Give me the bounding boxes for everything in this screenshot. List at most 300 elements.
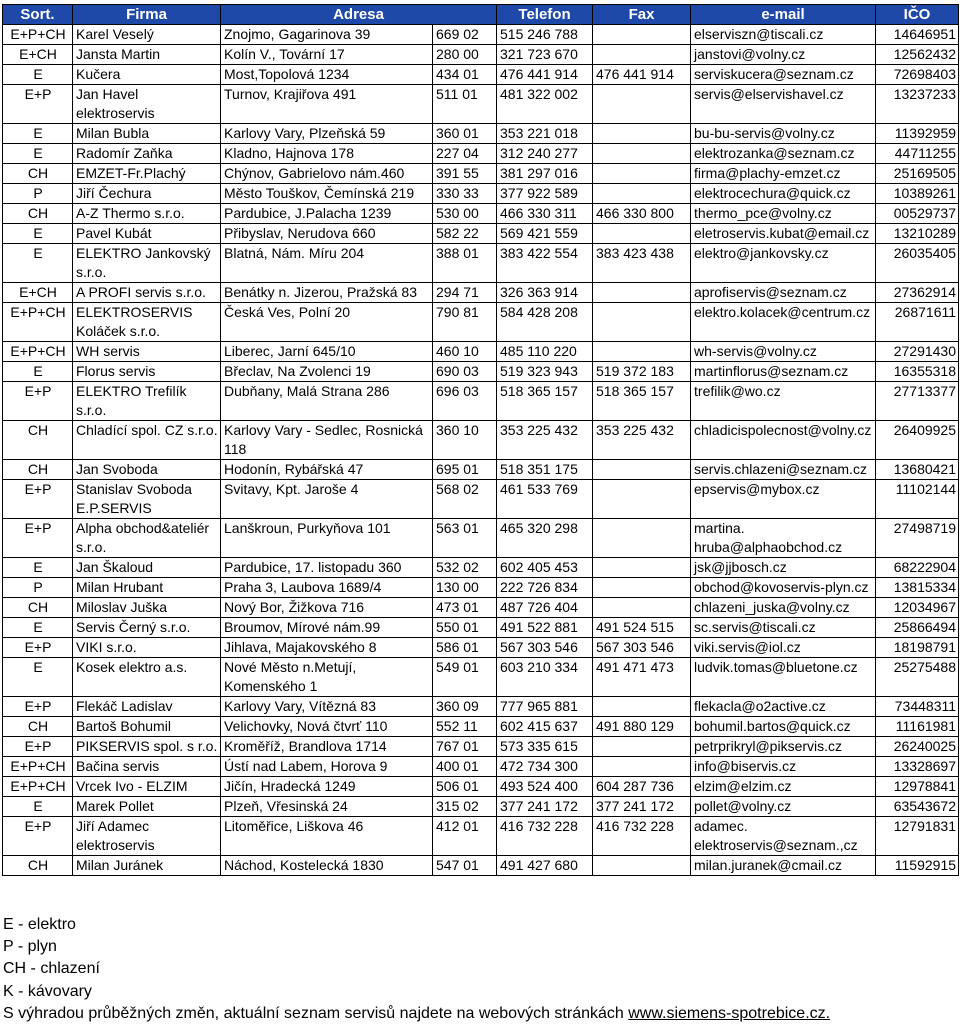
- table-row: [3, 460, 959, 480]
- row-fax-cell: [593, 25, 691, 45]
- row-fax-cell: [593, 144, 691, 164]
- row-psc-cell: 412 01: [433, 817, 497, 856]
- row-ico-cell: 12562432: [876, 45, 959, 65]
- row-adresa-cell: Nový Bor, Žižkova 716: [221, 598, 433, 618]
- row-telefon-cell: 518 365 157: [497, 382, 593, 421]
- row-email-cell: viki.servis@iol.cz: [691, 638, 876, 658]
- row-adresa-cell: Blatná, Nám. Míru 204: [221, 244, 433, 283]
- row-sort-cell: CH: [3, 204, 73, 224]
- row-email-cell: aprofiservis@seznam.cz: [691, 283, 876, 303]
- row-sort-cell: P: [3, 184, 73, 204]
- row-email-cell: elzim@elzim.cz: [691, 777, 876, 797]
- row-sort-cell: E: [3, 244, 73, 283]
- row-email-cell: elektro.kolacek@centrum.cz: [691, 303, 876, 342]
- row-fax-cell: 353 225 432: [593, 421, 691, 460]
- row-psc-cell: 532 02: [433, 558, 497, 578]
- row-firma-cell: Jan Havel elektroservis: [73, 85, 221, 124]
- row-ico-cell: 26240025: [876, 737, 959, 757]
- row-psc-cell: 767 01: [433, 737, 497, 757]
- row-ico-cell: 12978841: [876, 777, 959, 797]
- row-fax-cell: [593, 519, 691, 558]
- row-firma-cell: A-Z Thermo s.r.o.: [73, 204, 221, 224]
- row-telefon-cell: 519 323 943: [497, 362, 593, 382]
- table-body: [3, 25, 959, 876]
- row-adresa-cell: Hodonín, Rybářská 47: [221, 460, 433, 480]
- row-ico-cell: 25866494: [876, 618, 959, 638]
- table-row: [3, 224, 959, 244]
- row-telefon-cell: 485 110 220: [497, 342, 593, 362]
- row-sort-cell: E: [3, 797, 73, 817]
- row-telefon-cell: 312 240 277: [497, 144, 593, 164]
- legend-item: K - kávovary: [3, 982, 92, 1000]
- header-adresa: Adresa: [221, 5, 497, 25]
- row-ico-cell: 14646951: [876, 25, 959, 45]
- row-fax-cell: 519 372 183: [593, 362, 691, 382]
- table-row: [3, 45, 959, 65]
- legend-note: [3, 1003, 830, 1025]
- row-psc-cell: 360 10: [433, 421, 497, 460]
- row-sort-cell: E+P: [3, 638, 73, 658]
- row-ico-cell: 27291430: [876, 342, 959, 362]
- row-psc-cell: 315 02: [433, 797, 497, 817]
- row-telefon-cell: 481 322 002: [497, 85, 593, 124]
- row-psc-cell: 280 00: [433, 45, 497, 65]
- row-fax-cell: [593, 45, 691, 65]
- row-email-cell: elektrozanka@seznam.cz: [691, 144, 876, 164]
- row-fax-cell: [593, 342, 691, 362]
- header-telefon: Telefon: [497, 5, 593, 25]
- row-psc-cell: 360 09: [433, 697, 497, 717]
- row-telefon-cell: 326 363 914: [497, 283, 593, 303]
- table-row: [3, 578, 959, 598]
- row-sort-cell: P: [3, 578, 73, 598]
- row-sort-cell: CH: [3, 856, 73, 876]
- row-sort-cell: E+P+CH: [3, 757, 73, 777]
- row-sort-cell: CH: [3, 164, 73, 184]
- row-adresa-cell: Karlovy Vary, Plzeňská 59: [221, 124, 433, 144]
- row-ico-cell: 25169505: [876, 164, 959, 184]
- row-ico-cell: 68222904: [876, 558, 959, 578]
- row-sort-cell: E: [3, 65, 73, 85]
- row-telefon-cell: 518 351 175: [497, 460, 593, 480]
- row-adresa-cell: Znojmo, Gagarinova 39: [221, 25, 433, 45]
- row-ico-cell: 16355318: [876, 362, 959, 382]
- row-firma-cell: Jiří Čechura: [73, 184, 221, 204]
- row-telefon-cell: 515 246 788: [497, 25, 593, 45]
- table-row: [3, 164, 959, 184]
- row-adresa-cell: Karlovy Vary - Sedlec, Rosnická 118: [221, 421, 433, 460]
- row-psc-cell: 552 11: [433, 717, 497, 737]
- row-email-cell: elektrocechura@quick.cz: [691, 184, 876, 204]
- row-fax-cell: [593, 757, 691, 777]
- row-psc-cell: 547 01: [433, 856, 497, 876]
- row-sort-cell: E+P+CH: [3, 342, 73, 362]
- row-sort-cell: E+P: [3, 519, 73, 558]
- row-ico-cell: 25275488: [876, 658, 959, 697]
- row-adresa-cell: Jičín, Hradecká 1249: [221, 777, 433, 797]
- row-fax-cell: [593, 184, 691, 204]
- row-telefon-cell: 777 965 881: [497, 697, 593, 717]
- row-firma-cell: Jansta Martin: [73, 45, 221, 65]
- row-email-cell: trefilik@wo.cz: [691, 382, 876, 421]
- row-email-cell: thermo_pce@volny.cz: [691, 204, 876, 224]
- row-firma-cell: Vrcek Ivo - ELZIM: [73, 777, 221, 797]
- row-ico-cell: 11161981: [876, 717, 959, 737]
- row-ico-cell: 63543672: [876, 797, 959, 817]
- row-sort-cell: E+CH: [3, 45, 73, 65]
- row-fax-cell: 476 441 914: [593, 65, 691, 85]
- row-psc-cell: 473 01: [433, 598, 497, 618]
- row-fax-cell: [593, 164, 691, 184]
- row-sort-cell: E+P+CH: [3, 303, 73, 342]
- row-email-cell: martina. hruba@alphaobchod.cz: [691, 519, 876, 558]
- row-fax-cell: 567 303 546: [593, 638, 691, 658]
- row-firma-cell: ELEKTRO Jankovský s.r.o.: [73, 244, 221, 283]
- table-row: [3, 184, 959, 204]
- row-adresa-cell: Pardubice, J.Palacha 1239: [221, 204, 433, 224]
- table-row: [3, 65, 959, 85]
- row-adresa-cell: Město Touškov, Čemínská 219: [221, 184, 433, 204]
- row-firma-cell: Marek Pollet: [73, 797, 221, 817]
- row-firma-cell: Stanislav Svoboda E.P.SERVIS: [73, 480, 221, 519]
- row-fax-cell: [593, 224, 691, 244]
- row-ico-cell: 13237233: [876, 85, 959, 124]
- table-row: [3, 85, 959, 124]
- row-firma-cell: Jan Škaloud: [73, 558, 221, 578]
- row-adresa-cell: Břeclav, Na Zvolenci 19: [221, 362, 433, 382]
- row-adresa-cell: Dubňany, Malá Strana 286: [221, 382, 433, 421]
- row-sort-cell: E: [3, 618, 73, 638]
- row-ico-cell: 44711255: [876, 144, 959, 164]
- row-firma-cell: Pavel Kubát: [73, 224, 221, 244]
- row-email-cell: epservis@mybox.cz: [691, 480, 876, 519]
- row-sort-cell: E: [3, 124, 73, 144]
- table-row: [3, 480, 959, 519]
- table-row: [3, 717, 959, 737]
- row-ico-cell: 73448311: [876, 697, 959, 717]
- row-ico-cell: 13210289: [876, 224, 959, 244]
- row-firma-cell: Kučera: [73, 65, 221, 85]
- row-fax-cell: [593, 124, 691, 144]
- row-psc-cell: 391 55: [433, 164, 497, 184]
- row-sort-cell: E: [3, 144, 73, 164]
- table-row: [3, 303, 959, 342]
- row-psc-cell: 696 03: [433, 382, 497, 421]
- row-psc-cell: 511 01: [433, 85, 497, 124]
- table-row: [3, 144, 959, 164]
- row-email-cell: martinflorus@seznam.cz: [691, 362, 876, 382]
- row-telefon-cell: 353 225 432: [497, 421, 593, 460]
- row-adresa-cell: Karlovy Vary, Vítězná 83: [221, 697, 433, 717]
- row-ico-cell: 26035405: [876, 244, 959, 283]
- row-psc-cell: 669 02: [433, 25, 497, 45]
- row-ico-cell: 26871611: [876, 303, 959, 342]
- row-adresa-cell: Kroměříž, Brandlova 1714: [221, 737, 433, 757]
- row-telefon-cell: 461 533 769: [497, 480, 593, 519]
- row-firma-cell: Chladící spol. CZ s.r.o.: [73, 421, 221, 460]
- table-row: [3, 658, 959, 697]
- row-adresa-cell: Liberec, Jarní 645/10: [221, 342, 433, 362]
- row-fax-cell: [593, 303, 691, 342]
- row-email-cell: serviskucera@seznam.cz: [691, 65, 876, 85]
- table-row: [3, 817, 959, 856]
- header-sort: Sort.: [3, 5, 73, 25]
- row-telefon-cell: 491 427 680: [497, 856, 593, 876]
- row-telefon-cell: 573 335 615: [497, 737, 593, 757]
- row-firma-cell: Flekáč Ladislav: [73, 697, 221, 717]
- row-psc-cell: 582 22: [433, 224, 497, 244]
- row-sort-cell: CH: [3, 460, 73, 480]
- row-adresa-cell: Česká Ves, Polní 20: [221, 303, 433, 342]
- row-telefon-cell: 602 405 453: [497, 558, 593, 578]
- row-adresa-cell: Jihlava, Majakovského 8: [221, 638, 433, 658]
- row-firma-cell: Radomír Zaňka: [73, 144, 221, 164]
- row-ico-cell: 11392959: [876, 124, 959, 144]
- row-psc-cell: 530 00: [433, 204, 497, 224]
- row-fax-cell: [593, 856, 691, 876]
- table-row: [3, 283, 959, 303]
- legend: [3, 914, 830, 1025]
- row-psc-cell: 568 02: [433, 480, 497, 519]
- row-telefon-cell: 222 726 834: [497, 578, 593, 598]
- table-header-row: [3, 5, 959, 25]
- row-adresa-cell: Lanškroun, Purkyňova 101: [221, 519, 433, 558]
- row-ico-cell: 12791831: [876, 817, 959, 856]
- row-adresa-cell: Praha 3, Laubova 1689/4: [221, 578, 433, 598]
- row-telefon-cell: 353 221 018: [497, 124, 593, 144]
- row-psc-cell: 227 04: [433, 144, 497, 164]
- row-psc-cell: 790 81: [433, 303, 497, 342]
- row-fax-cell: [593, 598, 691, 618]
- row-fax-cell: [593, 697, 691, 717]
- service-table: [2, 4, 959, 876]
- row-adresa-cell: Svitavy, Kpt. Jaroše 4: [221, 480, 433, 519]
- table-row: [3, 697, 959, 717]
- row-fax-cell: 466 330 800: [593, 204, 691, 224]
- row-firma-cell: Bačina servis: [73, 757, 221, 777]
- row-fax-cell: 491 471 473: [593, 658, 691, 697]
- table-row: [3, 856, 959, 876]
- row-email-cell: firma@plachy-emzet.cz: [691, 164, 876, 184]
- row-adresa-cell: Plzeň, Vřesinská 24: [221, 797, 433, 817]
- row-adresa-cell: Chýnov, Gabrielovo nám.460: [221, 164, 433, 184]
- row-psc-cell: 330 33: [433, 184, 497, 204]
- table-row: [3, 737, 959, 757]
- row-adresa-cell: Nové Město n.Metují, Komenského 1: [221, 658, 433, 697]
- row-firma-cell: ELEKTRO Trefilík s.r.o.: [73, 382, 221, 421]
- row-sort-cell: E+P: [3, 382, 73, 421]
- row-email-cell: obchod@kovoservis-plyn.cz: [691, 578, 876, 598]
- row-email-cell: servis@elservishavel.cz: [691, 85, 876, 124]
- row-sort-cell: E+P: [3, 737, 73, 757]
- row-ico-cell: 00529737: [876, 204, 959, 224]
- row-fax-cell: [593, 85, 691, 124]
- row-adresa-cell: Pardubice, 17. listopadu 360: [221, 558, 433, 578]
- row-firma-cell: Servis Černý s.r.o.: [73, 618, 221, 638]
- row-sort-cell: E+P: [3, 697, 73, 717]
- table-row: [3, 244, 959, 283]
- row-email-cell: servis.chlazeni@seznam.cz: [691, 460, 876, 480]
- table-row: [3, 757, 959, 777]
- row-ico-cell: 10389261: [876, 184, 959, 204]
- row-fax-cell: [593, 283, 691, 303]
- row-firma-cell: Karel Veselý: [73, 25, 221, 45]
- row-firma-cell: Jan Svoboda: [73, 460, 221, 480]
- table-row: [3, 618, 959, 638]
- row-telefon-cell: 487 726 404: [497, 598, 593, 618]
- row-adresa-cell: Turnov, Krajiřova 491: [221, 85, 433, 124]
- table-row: [3, 421, 959, 460]
- row-fax-cell: [593, 460, 691, 480]
- row-firma-cell: Kosek elektro a.s.: [73, 658, 221, 697]
- row-email-cell: milan.juranek@cmail.cz: [691, 856, 876, 876]
- row-fax-cell: 518 365 157: [593, 382, 691, 421]
- row-psc-cell: 388 01: [433, 244, 497, 283]
- row-psc-cell: 549 01: [433, 658, 497, 697]
- row-email-cell: info@biservis.cz: [691, 757, 876, 777]
- header-firma: Firma: [73, 5, 221, 25]
- row-fax-cell: [593, 578, 691, 598]
- row-telefon-cell: 321 723 670: [497, 45, 593, 65]
- row-psc-cell: 690 03: [433, 362, 497, 382]
- row-email-cell: ludvik.tomas@bluetone.cz: [691, 658, 876, 697]
- table-row: [3, 638, 959, 658]
- row-sort-cell: E: [3, 658, 73, 697]
- row-firma-cell: Alpha obchod&ateliér s.r.o.: [73, 519, 221, 558]
- row-fax-cell: 491 880 129: [593, 717, 691, 737]
- row-telefon-cell: 491 522 881: [497, 618, 593, 638]
- row-telefon-cell: 466 330 311: [497, 204, 593, 224]
- row-adresa-cell: Benátky n. Jizerou, Pražská 83: [221, 283, 433, 303]
- website-link[interactable]: www.siemens-spotrebice.cz.: [628, 1004, 831, 1022]
- row-fax-cell: 416 732 228: [593, 817, 691, 856]
- legend-item: P - plyn: [3, 938, 57, 956]
- row-firma-cell: Miloslav Juška: [73, 598, 221, 618]
- row-adresa-cell: Broumov, Mírové nám.99: [221, 618, 433, 638]
- row-sort-cell: CH: [3, 598, 73, 618]
- row-sort-cell: E+P+CH: [3, 25, 73, 45]
- row-ico-cell: 26409925: [876, 421, 959, 460]
- row-telefon-cell: 377 241 172: [497, 797, 593, 817]
- row-psc-cell: 130 00: [433, 578, 497, 598]
- row-adresa-cell: Ústí nad Labem, Horova 9: [221, 757, 433, 777]
- row-telefon-cell: 602 415 637: [497, 717, 593, 737]
- row-psc-cell: 434 01: [433, 65, 497, 85]
- row-email-cell: chlazeni_juska@volny.cz: [691, 598, 876, 618]
- row-fax-cell: [593, 558, 691, 578]
- row-sort-cell: CH: [3, 717, 73, 737]
- table-row: [3, 362, 959, 382]
- row-adresa-cell: Kladno, Hajnova 178: [221, 144, 433, 164]
- row-ico-cell: 11592915: [876, 856, 959, 876]
- row-firma-cell: VIKI s.r.o.: [73, 638, 221, 658]
- row-ico-cell: 72698403: [876, 65, 959, 85]
- row-adresa-cell: Přibyslav, Nerudova 660: [221, 224, 433, 244]
- table-row: [3, 598, 959, 618]
- row-email-cell: eletroservis.kubat@email.cz: [691, 224, 876, 244]
- row-email-cell: petrprikryl@pikservis.cz: [691, 737, 876, 757]
- row-sort-cell: E: [3, 558, 73, 578]
- row-email-cell: bohumil.bartos@quick.cz: [691, 717, 876, 737]
- row-ico-cell: 27498719: [876, 519, 959, 558]
- row-sort-cell: E+CH: [3, 283, 73, 303]
- row-telefon-cell: 493 524 400: [497, 777, 593, 797]
- row-psc-cell: 460 10: [433, 342, 497, 362]
- row-email-cell: adamec. elektroservis@seznam.,cz: [691, 817, 876, 856]
- row-sort-cell: E+P: [3, 85, 73, 124]
- row-sort-cell: E+P: [3, 817, 73, 856]
- legend-item: CH - chlazení: [3, 960, 100, 978]
- row-sort-cell: E+P+CH: [3, 777, 73, 797]
- row-sort-cell: E: [3, 362, 73, 382]
- row-psc-cell: 294 71: [433, 283, 497, 303]
- row-adresa-cell: Litoměřice, Liškova 46: [221, 817, 433, 856]
- table-row: [3, 204, 959, 224]
- row-ico-cell: 18198791: [876, 638, 959, 658]
- row-email-cell: elektro@jankovsky.cz: [691, 244, 876, 283]
- row-ico-cell: 13680421: [876, 460, 959, 480]
- table-row: [3, 382, 959, 421]
- row-telefon-cell: 472 734 300: [497, 757, 593, 777]
- row-telefon-cell: 383 422 554: [497, 244, 593, 283]
- row-telefon-cell: 476 441 914: [497, 65, 593, 85]
- row-firma-cell: A PROFI servis s.r.o.: [73, 283, 221, 303]
- table-row: [3, 124, 959, 144]
- row-ico-cell: 13815334: [876, 578, 959, 598]
- row-telefon-cell: 381 297 016: [497, 164, 593, 184]
- row-telefon-cell: 603 210 334: [497, 658, 593, 697]
- row-email-cell: elserviszn@tiscali.cz: [691, 25, 876, 45]
- row-ico-cell: 11102144: [876, 480, 959, 519]
- row-sort-cell: E: [3, 224, 73, 244]
- row-email-cell: flekacla@o2active.cz: [691, 697, 876, 717]
- row-sort-cell: CH: [3, 421, 73, 460]
- row-email-cell: bu-bu-servis@volny.cz: [691, 124, 876, 144]
- row-ico-cell: 27362914: [876, 283, 959, 303]
- table-row: [3, 777, 959, 797]
- row-email-cell: pollet@volny.cz: [691, 797, 876, 817]
- row-email-cell: wh-servis@volny.cz: [691, 342, 876, 362]
- header-email: e-mail: [691, 5, 876, 25]
- row-psc-cell: 586 01: [433, 638, 497, 658]
- row-firma-cell: Florus servis: [73, 362, 221, 382]
- row-psc-cell: 400 01: [433, 757, 497, 777]
- row-telefon-cell: 377 922 589: [497, 184, 593, 204]
- row-fax-cell: 377 241 172: [593, 797, 691, 817]
- header-fax: Fax: [593, 5, 691, 25]
- row-firma-cell: Bartoš Bohumil: [73, 717, 221, 737]
- row-psc-cell: 506 01: [433, 777, 497, 797]
- row-firma-cell: WH servis: [73, 342, 221, 362]
- table-row: [3, 25, 959, 45]
- row-telefon-cell: 567 303 546: [497, 638, 593, 658]
- table-row: [3, 519, 959, 558]
- row-firma-cell: ELEKTROSERVIS Koláček s.r.o.: [73, 303, 221, 342]
- row-email-cell: sc.servis@tiscali.cz: [691, 618, 876, 638]
- row-adresa-cell: Náchod, Kostelecká 1830: [221, 856, 433, 876]
- row-fax-cell: 383 423 438: [593, 244, 691, 283]
- table-row: [3, 558, 959, 578]
- row-ico-cell: 12034967: [876, 598, 959, 618]
- row-firma-cell: PIKSERVIS spol. s r.o.: [73, 737, 221, 757]
- row-telefon-cell: 465 320 298: [497, 519, 593, 558]
- row-email-cell: jsk@jjbosch.cz: [691, 558, 876, 578]
- legend-note-text: S výhradou průběžných změn, aktuální seznam servisů najdete na webových stránkách: [3, 1004, 624, 1022]
- row-fax-cell: [593, 737, 691, 757]
- row-email-cell: janstovi@volny.cz: [691, 45, 876, 65]
- row-firma-cell: EMZET-Fr.Plachý: [73, 164, 221, 184]
- header-ico: IČO: [876, 5, 959, 25]
